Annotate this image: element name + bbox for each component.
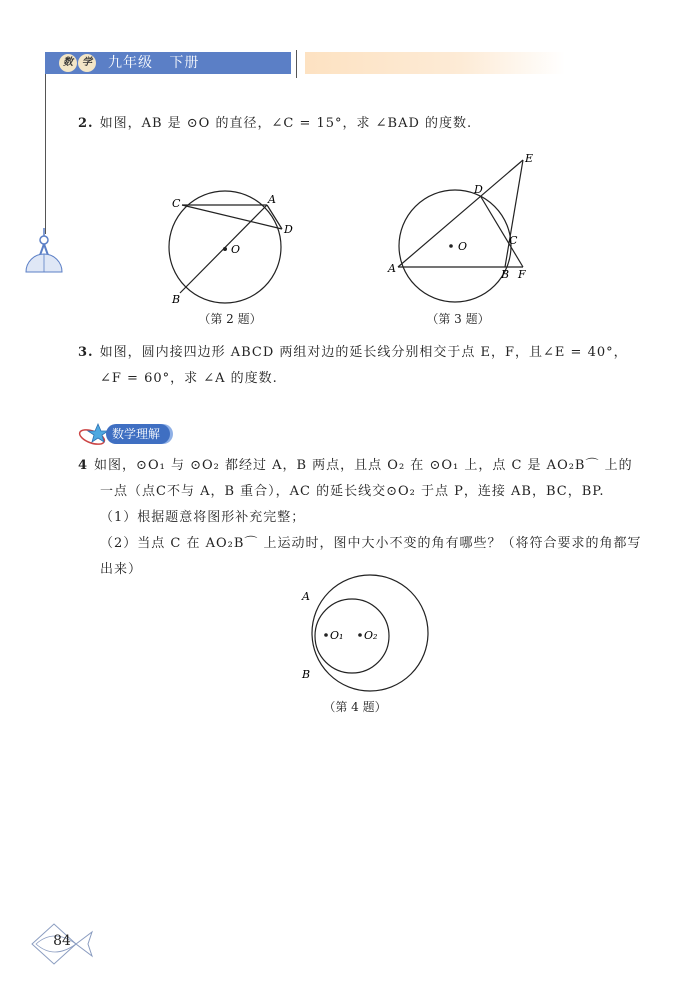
question-number: 3. bbox=[78, 345, 94, 360]
header-decor-band bbox=[305, 52, 565, 74]
label-E: E bbox=[525, 152, 534, 165]
subject-badge bbox=[59, 54, 99, 72]
question-text: 如图，AB 是 ⊙O 的直径，∠C = 15°，求 ∠BAD 的度数. bbox=[99, 116, 473, 131]
label-O: O bbox=[231, 243, 241, 256]
label-O: O bbox=[458, 240, 468, 253]
header-title: 九年级 下册 bbox=[108, 55, 200, 71]
label-D: D bbox=[474, 183, 483, 196]
figure-3-caption: （第 3 题） bbox=[426, 312, 490, 326]
label-F: F bbox=[518, 268, 526, 281]
question-text-line: 如图，圆内接四边形 ABCD 两组对边的延长线分别相交于点 E，F，且∠E = 40°， bbox=[99, 345, 628, 360]
page-number-badge bbox=[30, 920, 100, 968]
margin-rule bbox=[45, 74, 46, 234]
compass-icon bbox=[22, 228, 66, 278]
label-C: C bbox=[172, 197, 181, 210]
label-B: B bbox=[501, 268, 510, 281]
question-text-line: ∠F = 60°，求 ∠A 的度数. bbox=[100, 371, 278, 386]
label-B: B bbox=[302, 668, 311, 681]
section-label: 数学理解 bbox=[106, 424, 170, 444]
figure-3-diagram bbox=[385, 152, 535, 307]
sub-question-1: （1）根据题意将图形补充完整； bbox=[100, 510, 306, 525]
label-A: A bbox=[268, 193, 276, 206]
figure-4-caption: （第 4 题） bbox=[323, 700, 387, 714]
badge-char: 学 bbox=[78, 54, 96, 72]
sub-question-2: （2）当点 C 在 AO₂B⌒ 上运动时，图中大小不变的角有哪些？（将符合要求的角都写出来） bbox=[100, 536, 642, 577]
section-header bbox=[78, 423, 188, 445]
question-text-line: 一点（点C不与 A，B 重合），AC 的延长线交⊙O₂ 于点 P，连接 AB，BC，BP. bbox=[100, 484, 605, 499]
question-3 bbox=[78, 340, 648, 392]
label-A: A bbox=[388, 262, 396, 275]
question-2 bbox=[78, 111, 648, 137]
label-A: A bbox=[302, 590, 310, 603]
question-text-line: 如图，⊙O₁ 与 ⊙O₂ 都经过 A，B 两点，且点 O₂ 在 ⊙O₁ 上，点 C 是 AO₂B⌒ 上的 bbox=[94, 458, 633, 473]
label-D: D bbox=[284, 223, 293, 236]
label-O1: O₁ bbox=[330, 629, 344, 642]
label-B: B bbox=[172, 293, 181, 306]
header-divider bbox=[296, 50, 297, 78]
figure-2-diagram bbox=[160, 185, 300, 310]
badge-char: 数 bbox=[59, 54, 77, 72]
figure-2-caption: （第 2 题） bbox=[198, 312, 262, 326]
figure-4-diagram bbox=[280, 570, 430, 700]
label-C: C bbox=[509, 234, 518, 247]
question-4 bbox=[78, 453, 648, 583]
question-number: 4 bbox=[78, 458, 89, 473]
label-O2: O₂ bbox=[364, 629, 378, 642]
header-bar bbox=[45, 52, 291, 74]
page-number: 84 bbox=[53, 933, 71, 949]
question-number: 2. bbox=[78, 116, 94, 131]
